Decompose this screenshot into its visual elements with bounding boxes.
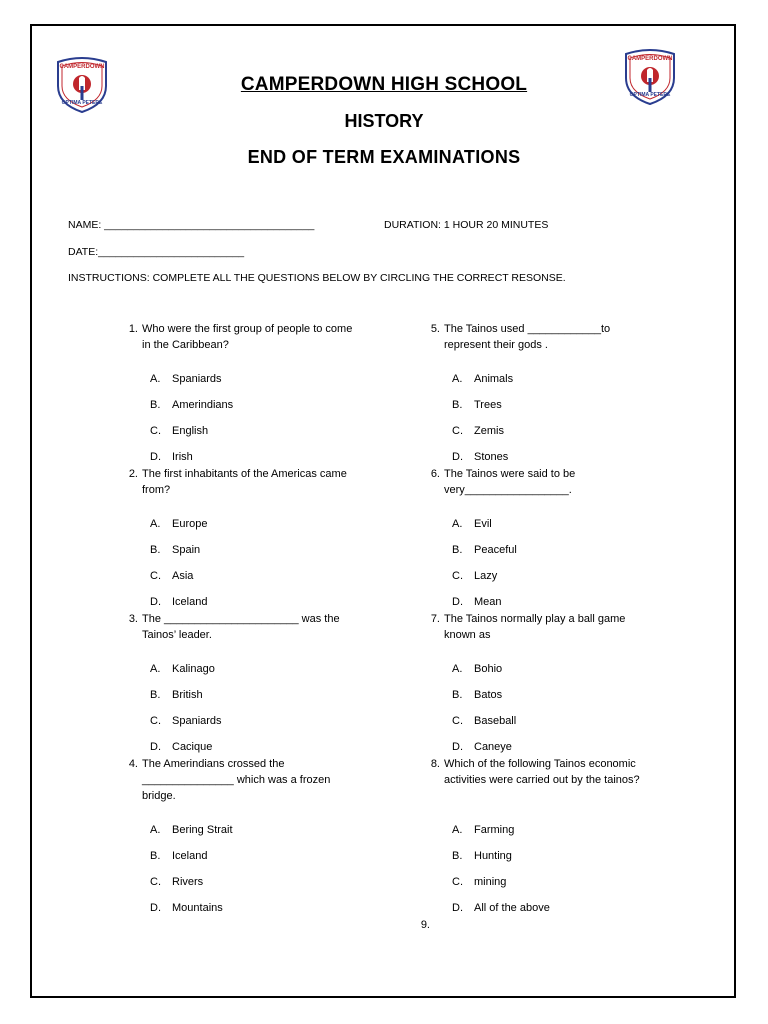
answer-option[interactable] [452, 713, 516, 729]
question-number: 9. [420, 919, 430, 931]
option-letter: C. [150, 570, 161, 582]
question-text: Which of the following Tainos economic activities were carried out by the tainos? [444, 758, 640, 786]
answer-option[interactable] [150, 371, 222, 387]
exam-title-heading: END OF TERM EXAMINATIONS [247, 147, 521, 167]
option-letter: B. [452, 544, 463, 556]
option-text: Trees [474, 399, 502, 411]
question-number: 4. [128, 758, 138, 770]
answer-option[interactable] [150, 594, 207, 610]
answer-option[interactable] [452, 822, 514, 838]
option-letter: B. [150, 399, 161, 411]
question-text: Who were the first group of people to come in the Caribbean? [142, 323, 353, 351]
option-text: Batos [474, 689, 503, 701]
option-letter: A. [452, 373, 463, 385]
answer-option[interactable] [452, 739, 512, 755]
option-text: Peaceful [474, 544, 517, 556]
answer-option[interactable] [452, 568, 497, 584]
date-field[interactable]: DATE:_________________________ [68, 246, 245, 258]
option-text: Zemis [474, 425, 504, 437]
option-text: Iceland [172, 850, 208, 862]
option-letter: A. [150, 373, 161, 385]
option-text: English [172, 425, 209, 437]
svg-text:OPTIMA PETERE: OPTIMA PETERE [629, 92, 671, 98]
answer-option[interactable] [150, 822, 233, 838]
option-text: Kalinago [172, 663, 215, 675]
answer-option[interactable] [150, 568, 193, 584]
option-letter: D. [452, 741, 463, 753]
answer-option[interactable] [452, 516, 492, 532]
answer-option[interactable] [452, 874, 506, 890]
option-letter: C. [452, 876, 463, 888]
option-text: Irish [172, 451, 193, 463]
answer-option[interactable] [452, 900, 550, 916]
option-letter: C. [150, 425, 161, 437]
svg-text:CAMPERDOWN: CAMPERDOWN [59, 64, 105, 70]
svg-text:OPTIMA PETERE: OPTIMA PETERE [61, 100, 103, 106]
answer-option[interactable] [150, 397, 233, 413]
option-letter: A. [150, 663, 161, 675]
instructions-text: INSTRUCTIONS: COMPLETE ALL THE QUESTIONS BELOW BY CIRCLING THE CORRECT RESONSE. [68, 272, 566, 284]
option-letter: D. [150, 902, 161, 914]
answer-option[interactable] [150, 542, 200, 558]
option-text: Mountains [172, 902, 223, 914]
option-letter: B. [452, 689, 463, 701]
answer-option[interactable] [452, 423, 504, 439]
answer-option[interactable] [150, 874, 203, 890]
option-text: Rivers [172, 876, 204, 888]
page-border [30, 24, 736, 998]
answer-option[interactable] [452, 848, 512, 864]
option-text: Cacique [172, 741, 213, 753]
option-text: Farming [474, 824, 515, 836]
question-text: The Tainos were said to be very_________________. [444, 468, 576, 496]
duration-label: DURATION: 1 HOUR 20 MINUTES [384, 219, 549, 231]
option-letter: C. [150, 876, 161, 888]
question-text: The Tainos used ____________to represent their gods . [444, 323, 611, 351]
option-text: Spain [172, 544, 201, 556]
question-number: 7. [430, 613, 440, 625]
answer-option[interactable] [452, 371, 513, 387]
question-text: The first inhabitants of the Americas came from? [142, 468, 347, 496]
answer-option[interactable] [452, 594, 502, 610]
answer-option[interactable] [150, 713, 222, 729]
question-number: 3. [128, 613, 138, 625]
answer-option[interactable] [452, 449, 508, 465]
option-letter: B. [452, 399, 463, 411]
school-name-heading: CAMPERDOWN HIGH SCHOOL [240, 74, 528, 95]
question-text: The Tainos normally play a ball game known as [444, 613, 626, 641]
option-text: British [172, 689, 203, 701]
option-letter: D. [452, 596, 463, 608]
option-letter: D. [452, 451, 463, 463]
option-text: mining [474, 876, 507, 888]
answer-option[interactable] [452, 542, 517, 558]
option-text: Bering Strait [172, 824, 233, 836]
option-letter: D. [452, 902, 463, 914]
option-text: Bohio [474, 663, 503, 675]
option-letter: B. [150, 544, 161, 556]
answer-option[interactable] [150, 449, 193, 465]
answer-option[interactable] [150, 687, 203, 703]
question-number: 5. [430, 323, 440, 335]
option-text: Stones [474, 451, 509, 463]
option-text: Asia [172, 570, 194, 582]
option-text: Lazy [474, 570, 498, 582]
option-letter: A. [452, 824, 463, 836]
option-letter: B. [150, 689, 161, 701]
option-letter: C. [452, 715, 463, 727]
answer-option[interactable] [452, 397, 502, 413]
option-text: Evil [474, 518, 492, 530]
answer-option[interactable] [150, 900, 223, 916]
option-text: Spaniards [172, 715, 222, 727]
option-letter: C. [452, 425, 463, 437]
option-letter: A. [452, 663, 463, 675]
answer-option[interactable] [452, 687, 502, 703]
option-letter: C. [452, 570, 463, 582]
option-letter: A. [452, 518, 463, 530]
option-text: Amerindians [172, 399, 234, 411]
option-letter: D. [150, 596, 161, 608]
question-text: The Amerindians crossed the _______________ which was a frozen bridge. [142, 758, 331, 802]
answer-option[interactable] [150, 739, 212, 755]
option-letter: B. [452, 850, 463, 862]
option-text: All of the above [474, 902, 550, 914]
option-text: Spaniards [172, 373, 222, 385]
option-text: Europe [172, 518, 208, 530]
option-letter: D. [150, 741, 161, 753]
option-letter: A. [150, 518, 161, 530]
option-text: Hunting [474, 850, 512, 862]
option-text: Animals [474, 373, 514, 385]
answer-option[interactable] [150, 516, 207, 532]
answer-option[interactable] [150, 848, 207, 864]
option-text: Iceland [172, 596, 208, 608]
subject-heading: HISTORY [344, 111, 424, 131]
answer-option[interactable] [150, 423, 208, 439]
name-field[interactable]: NAME: ____________________________________ [68, 219, 315, 231]
question-number: 2. [128, 468, 138, 480]
option-text: Mean [474, 596, 502, 608]
option-letter: D. [150, 451, 161, 463]
option-letter: C. [150, 715, 161, 727]
question-number: 8. [430, 758, 440, 770]
answer-option[interactable] [150, 661, 215, 677]
option-text: Baseball [474, 715, 517, 727]
option-letter: A. [150, 824, 161, 836]
svg-text:CAMPERDOWN: CAMPERDOWN [627, 56, 673, 62]
option-letter: B. [150, 850, 161, 862]
question-text: The ______________________ was the Tainos’ leader. [142, 613, 340, 641]
answer-option[interactable] [452, 661, 502, 677]
question-number: 6. [430, 468, 440, 480]
question-number: 1. [128, 323, 138, 335]
option-text: Caneye [474, 741, 512, 753]
